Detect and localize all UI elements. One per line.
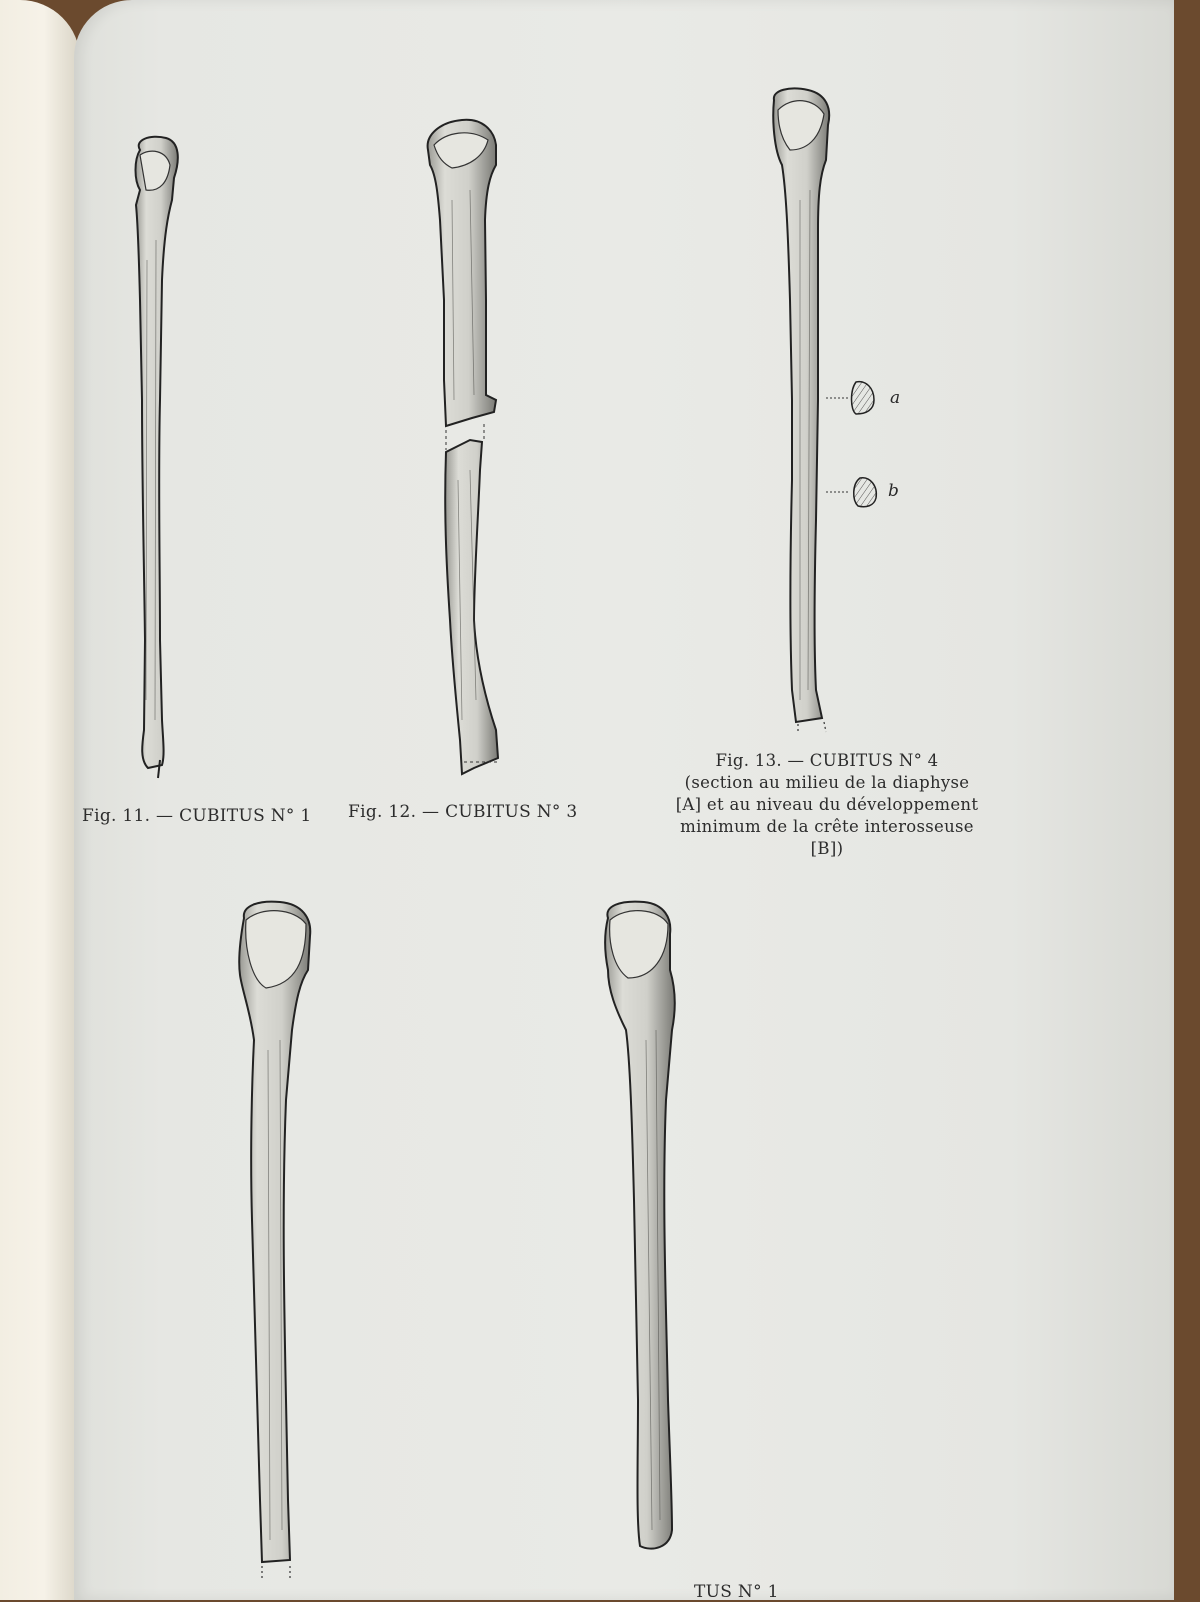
- bone-bottom-left: [239, 902, 310, 1580]
- bone-bottom-right: [605, 902, 675, 1549]
- caption-fig-13-line-4: minimum de la crête interosseuse: [680, 817, 974, 836]
- caption-fig-12: Fig. 12. — CUBITUS N° 3: [348, 802, 578, 822]
- caption-fig-13-line-5: [B]): [810, 839, 844, 858]
- caption-fig-13: [660, 750, 994, 860]
- caption-fig-13-line-2: (section au milieu de la diaphyse: [684, 773, 970, 792]
- bone-fig-12-upper: [428, 120, 496, 426]
- section-label-a: a: [890, 388, 901, 408]
- caption-bottom-partial: TUS N° 1: [694, 1582, 779, 1602]
- caption-fig-11: Fig. 11. — CUBITUS N° 1: [82, 806, 312, 826]
- bone-fig-12-lower: [445, 424, 500, 774]
- bone-fig-11: [136, 137, 178, 778]
- caption-fig-13-line-3: [A] et au niveau du développement: [675, 795, 979, 814]
- section-label-b: b: [888, 481, 899, 501]
- caption-fig-13-line-1: Fig. 13. — CUBITUS N° 4: [715, 751, 939, 770]
- bone-fig-13: [773, 88, 876, 732]
